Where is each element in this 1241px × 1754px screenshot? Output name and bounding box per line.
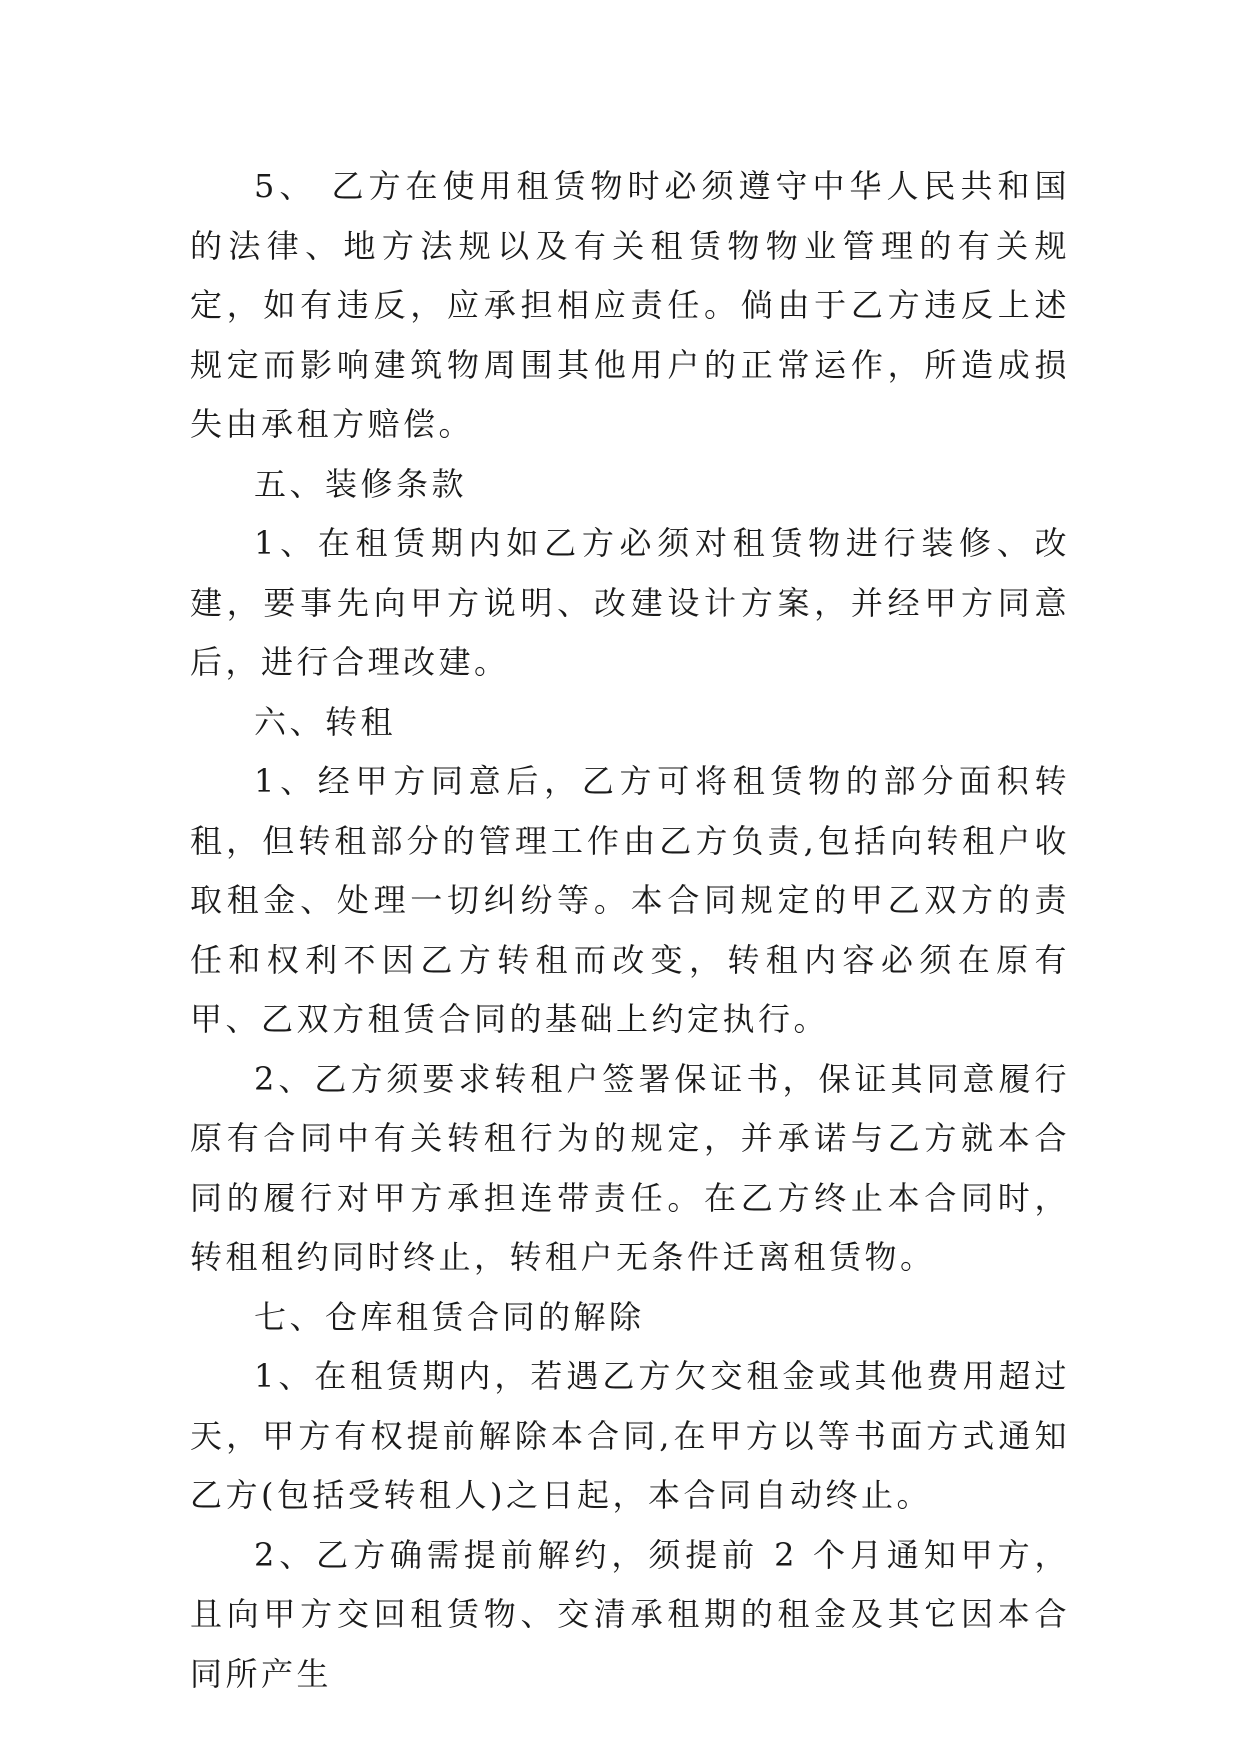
clause-7-1-paragraph: 1、在租赁期内，若遇乙方欠交租金或其他费用超过 天，甲方有权提前解除本合同,在甲方以等书面方式通知乙方(包括受转租人)之日起，本合同自动终止。 bbox=[190, 1357, 1070, 1514]
section-heading-sublease: 六、转租 bbox=[254, 702, 397, 741]
clause-7-2-paragraph: 2、乙方确需提前解约，须提前 2 个月通知甲方，且向甲方交回租赁物、交清承租期的租金及其它因本合同所产生 bbox=[190, 1535, 1070, 1693]
document-body bbox=[190, 157, 1070, 1704]
clause-6-2-paragraph: 2、乙方须要求转租户签署保证书，保证其同意履行原有合同中有关转租行为的规定，并承诺与乙方就本合同的履行对甲方承担连带责任。在乙方终止本合同时，转租租约同时终止，转租户无条件迁离租赁物。 bbox=[190, 1059, 1070, 1276]
clause-4-5-paragraph: 5、 乙方在使用租赁物时必须遵守中华人民共和国的法律、地方法规以及有关租赁物物业管理的有关规定，如有违反，应承担相应责任。倘由于乙方违反上述规定而影响建筑物周围其他用户的正常运作，所造成损失由承租方赔偿。 bbox=[190, 167, 1070, 443]
clause-5-1-paragraph: 1、在租赁期内如乙方必须对租赁物进行装修、改建，要事先向甲方说明、改建设计方案，并经甲方同意后，进行合理改建。 bbox=[190, 524, 1070, 681]
section-heading-termination: 七、仓库租赁合同的解除 bbox=[254, 1297, 645, 1336]
section-heading-decoration: 五、装修条款 bbox=[254, 464, 468, 503]
clause-6-1-paragraph: 1、经甲方同意后，乙方可将租赁物的部分面积转租，但转租部分的管理工作由乙方负责,包括向转租户收取租金、处理一切纠纷等。本合同规定的甲乙双方的责任和权利不因乙方转租而改变，转租内容必须在原有甲、乙双方租赁合同的基础上约定执行。 bbox=[190, 762, 1070, 1038]
